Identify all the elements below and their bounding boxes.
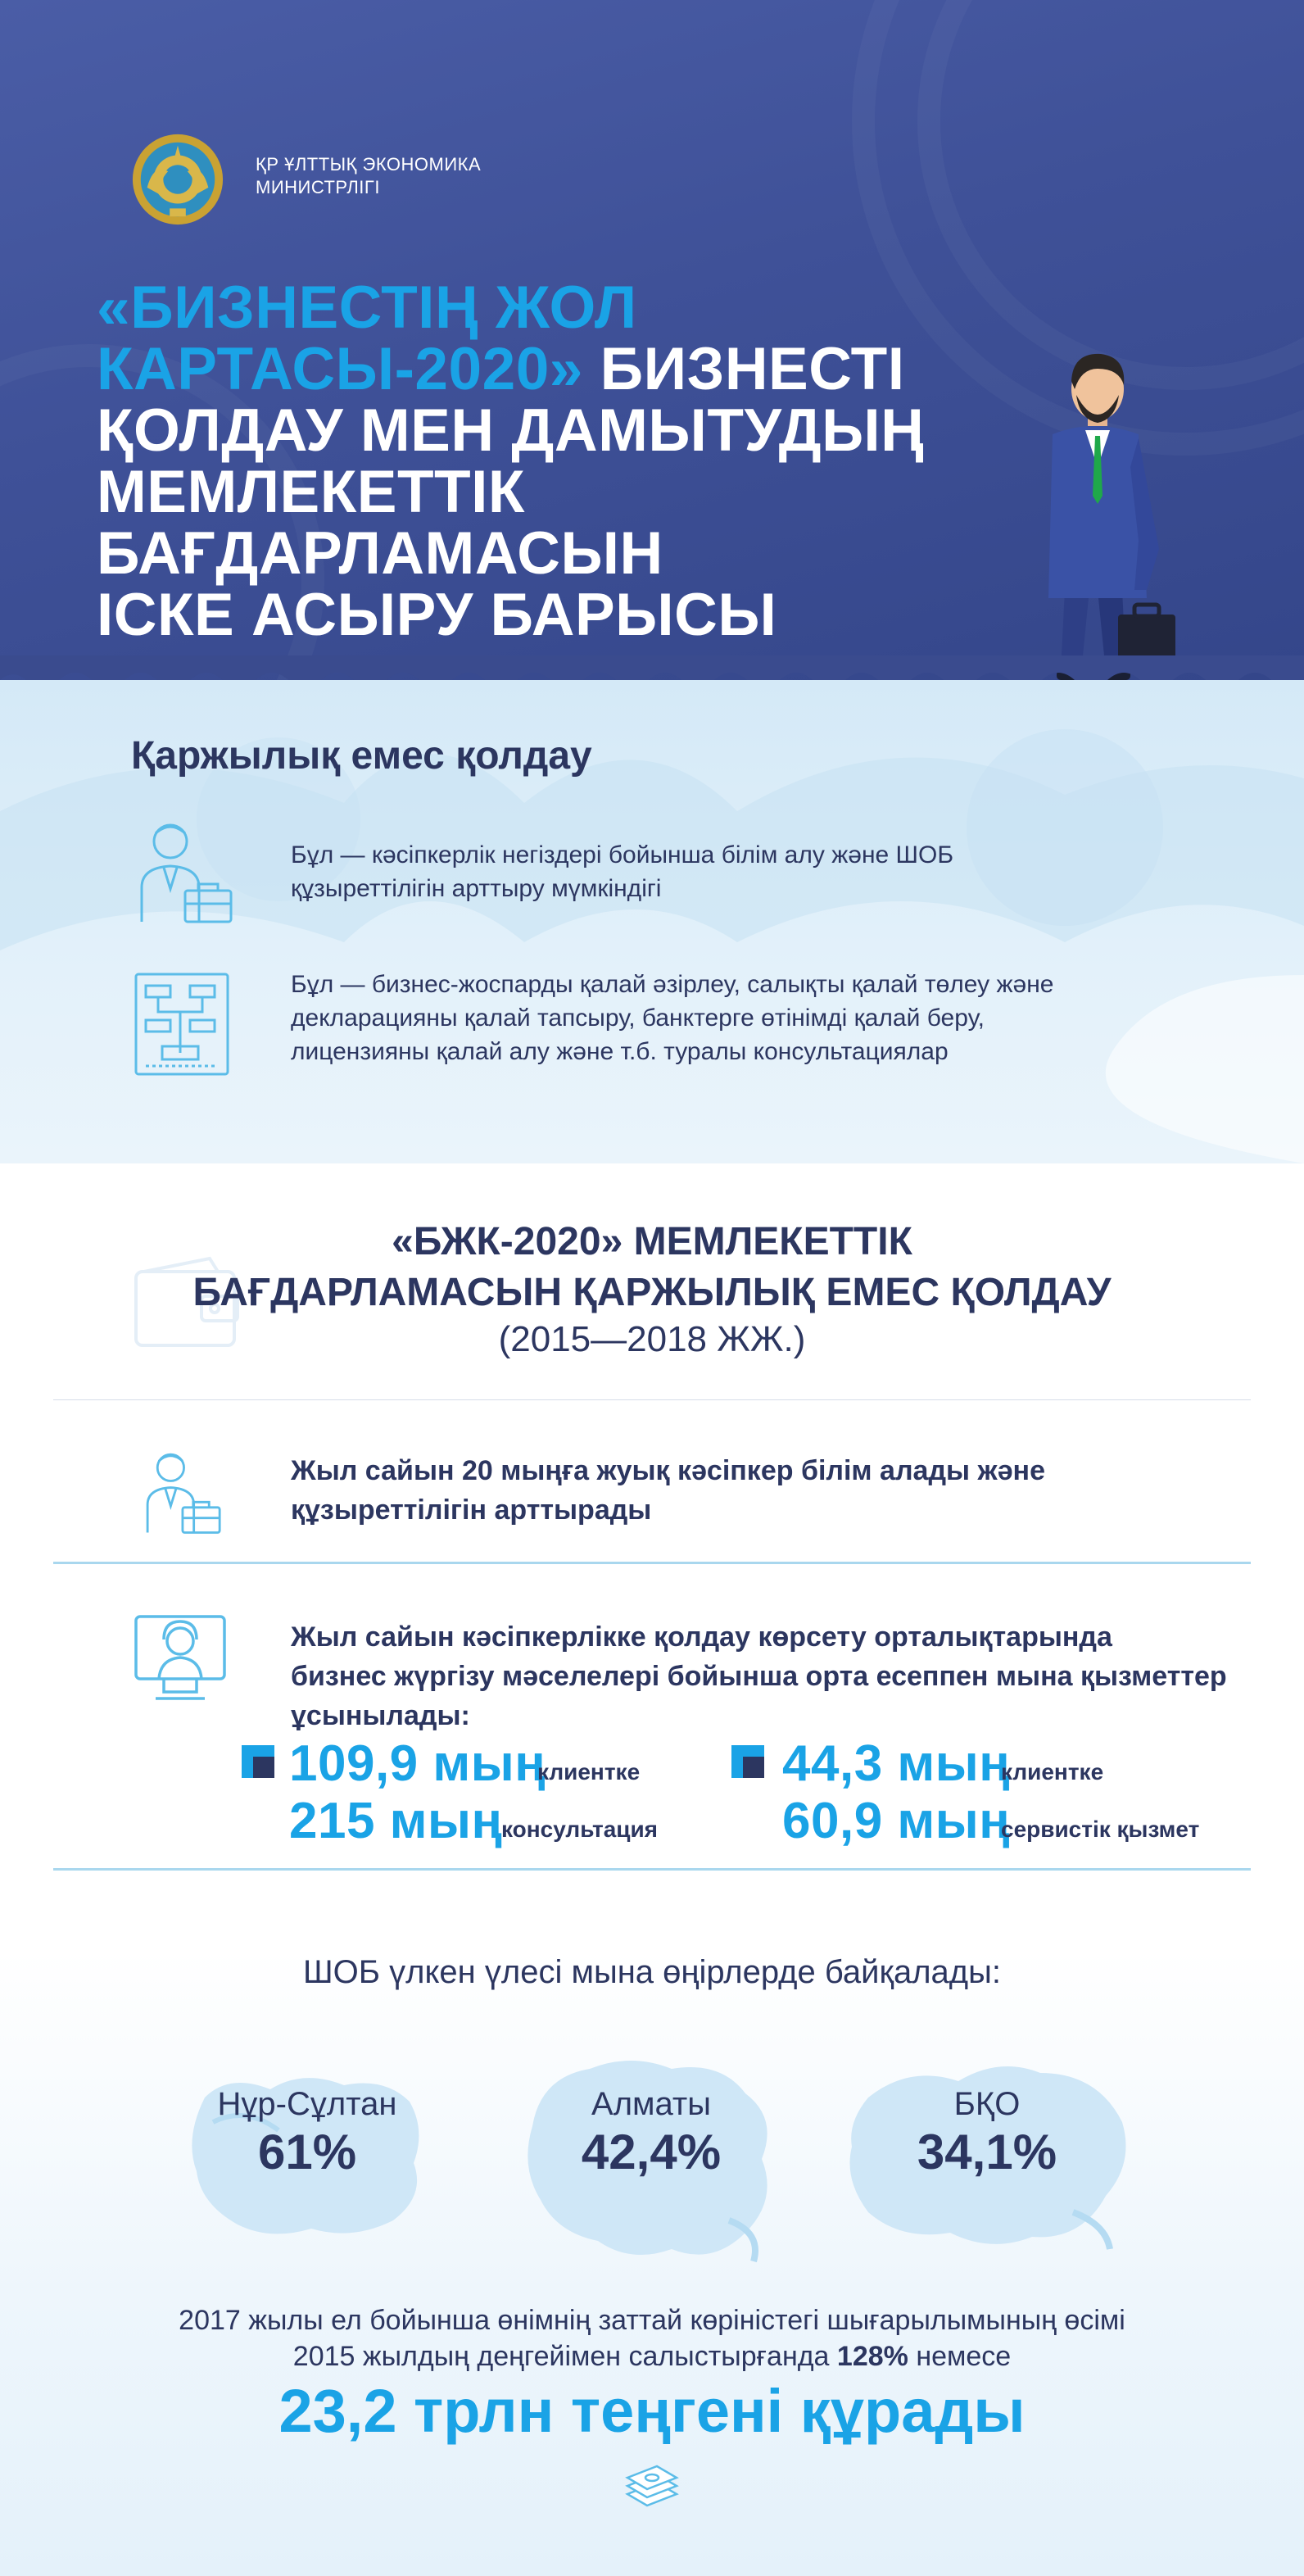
region-wko-share: 34,1% — [917, 2125, 1057, 2179]
program-title-line-1: «БЖК-2020» МЕМЛЕКЕТТІК — [392, 1220, 912, 1263]
figure-consultations-value: 215 мың — [289, 1793, 503, 1849]
growth-line-2-suffix: немесе — [908, 2341, 1012, 2372]
growth-value: 23,2 трлн теңгені құрады — [278, 2377, 1026, 2445]
ministry-line-1: ҚР ҰЛТТЫҚ ЭКОНОМИКА — [256, 154, 482, 175]
ministry-line-2: МИНИСТРЛІГІ — [256, 177, 380, 197]
item-2-line-2: декларацияны қалай тапсыру, банктерге өтінімді қалай беру, — [291, 1005, 985, 1032]
growth-description — [79, 2302, 1225, 2374]
annual-services-text — [291, 1617, 1253, 1735]
stat-2-line-2: бизнес жүргізу мәселелері бойынша орта есеппен мына қызметтер — [291, 1661, 1227, 1692]
divider — [53, 1868, 1251, 1871]
title-rest-line-2: БИЗНЕСТІ — [582, 336, 905, 402]
figure-clients-2-label: клиентке — [1001, 1759, 1104, 1785]
item-2-line-1: Бұл — бизнес-жоспарды қалай әзірлеу, салықты қалай төлеу және — [291, 971, 1054, 998]
non-financial-item-2-text — [291, 968, 1151, 1068]
divider — [53, 1562, 1251, 1564]
title-line-3: ҚОЛДАУ МЕН ДАМЫТУДЫҢ — [97, 397, 925, 464]
region-almaty-share: 42,4% — [581, 2125, 722, 2179]
program-title-line-2: БАҒДАРЛАМАСЫН ҚАРЖЫЛЫҚ ЕМЕС ҚОЛДАУ — [192, 1271, 1112, 1314]
stat-2-line-1: Жыл сайын кәсіпкерлікке қолдау көрсету орталықтарында — [291, 1621, 1112, 1653]
growth-percent: 128% — [836, 2341, 908, 2372]
figure-clients-1-label: клиентке — [537, 1759, 641, 1785]
businessman-illustration — [1016, 344, 1179, 688]
non-financial-item-1-text — [291, 838, 1069, 905]
page-title — [97, 274, 1080, 648]
state-emblem-icon — [129, 131, 226, 228]
stat-2-line-3: ұсынылады: — [291, 1700, 470, 1731]
region-nur-sultan-name: Нұр-Сұлтан — [217, 2086, 397, 2122]
ministry-name — [256, 153, 518, 199]
divider — [53, 1399, 1251, 1400]
region-wko-name: БҚО — [953, 2086, 1021, 2122]
program-title — [164, 1217, 1140, 1318]
support-agent-icon — [131, 1610, 229, 1704]
region-nur-sultan-share: 61% — [257, 2125, 357, 2179]
figure-clients-2-value: 44,3 мың — [782, 1735, 1011, 1792]
non-financial-title: Қаржылық емес қолдау — [131, 734, 592, 778]
title-line-5: ІСКЕ АСЫРУ БАРЫСЫ — [97, 582, 777, 648]
title-line-4: МЕМЛЕКЕТТІК БАҒДАРЛАМАСЫН — [97, 459, 663, 587]
regions-heading: ШОБ үлкен үлесі мына өңірлерде байқалады: — [303, 1954, 1001, 1990]
person-briefcase-icon — [129, 815, 236, 926]
title-highlight-line-1: «БИЗНЕСТІҢ ЖОЛ — [97, 274, 637, 341]
region-almaty-name: Алматы — [591, 2086, 711, 2122]
square-bullet-icon — [731, 1745, 764, 1778]
stat-1-line-2: құзыреттілігін арттырады — [291, 1494, 652, 1526]
annual-training-text — [291, 1451, 1192, 1530]
growth-line-1: 2017 жылы ел бойынша өнімнің заттай көріністегі шығарылымының өсімі — [179, 2305, 1125, 2336]
item-1-line-2: құзыреттілігін арттыру мүмкіндігі — [291, 875, 662, 902]
person-briefcase-icon — [138, 1446, 224, 1536]
growth-line-2 — [79, 2338, 1225, 2374]
item-2-line-3: лицензияны қалай алу және т.б. туралы консультациялар — [291, 1038, 949, 1065]
stat-1-line-1: Жыл сайын 20 мыңға жуық кәсіпкер білім алады және — [291, 1455, 1045, 1486]
figure-consultations-label: консультация — [501, 1816, 659, 1842]
money-stack-icon — [624, 2458, 680, 2509]
figure-services-value: 60,9 мың — [782, 1793, 1011, 1849]
figure-clients-1-value: 109,9 мың — [289, 1735, 546, 1792]
figure-services-label: сервистік қызмет — [1001, 1816, 1200, 1842]
growth-line-2-prefix: 2015 жылдың деңгейімен салыстырғанда — [292, 2341, 837, 2372]
title-highlight-line-2: КАРТАСЫ-2020» — [97, 336, 583, 402]
item-1-line-1: Бұл — кәсіпкерлік негіздері бойынша білім алу және ШОБ — [291, 841, 954, 868]
program-period: (2015—2018 ЖЖ.) — [498, 1319, 806, 1359]
flowchart-icon — [133, 971, 231, 1077]
square-bullet-icon — [242, 1745, 274, 1778]
